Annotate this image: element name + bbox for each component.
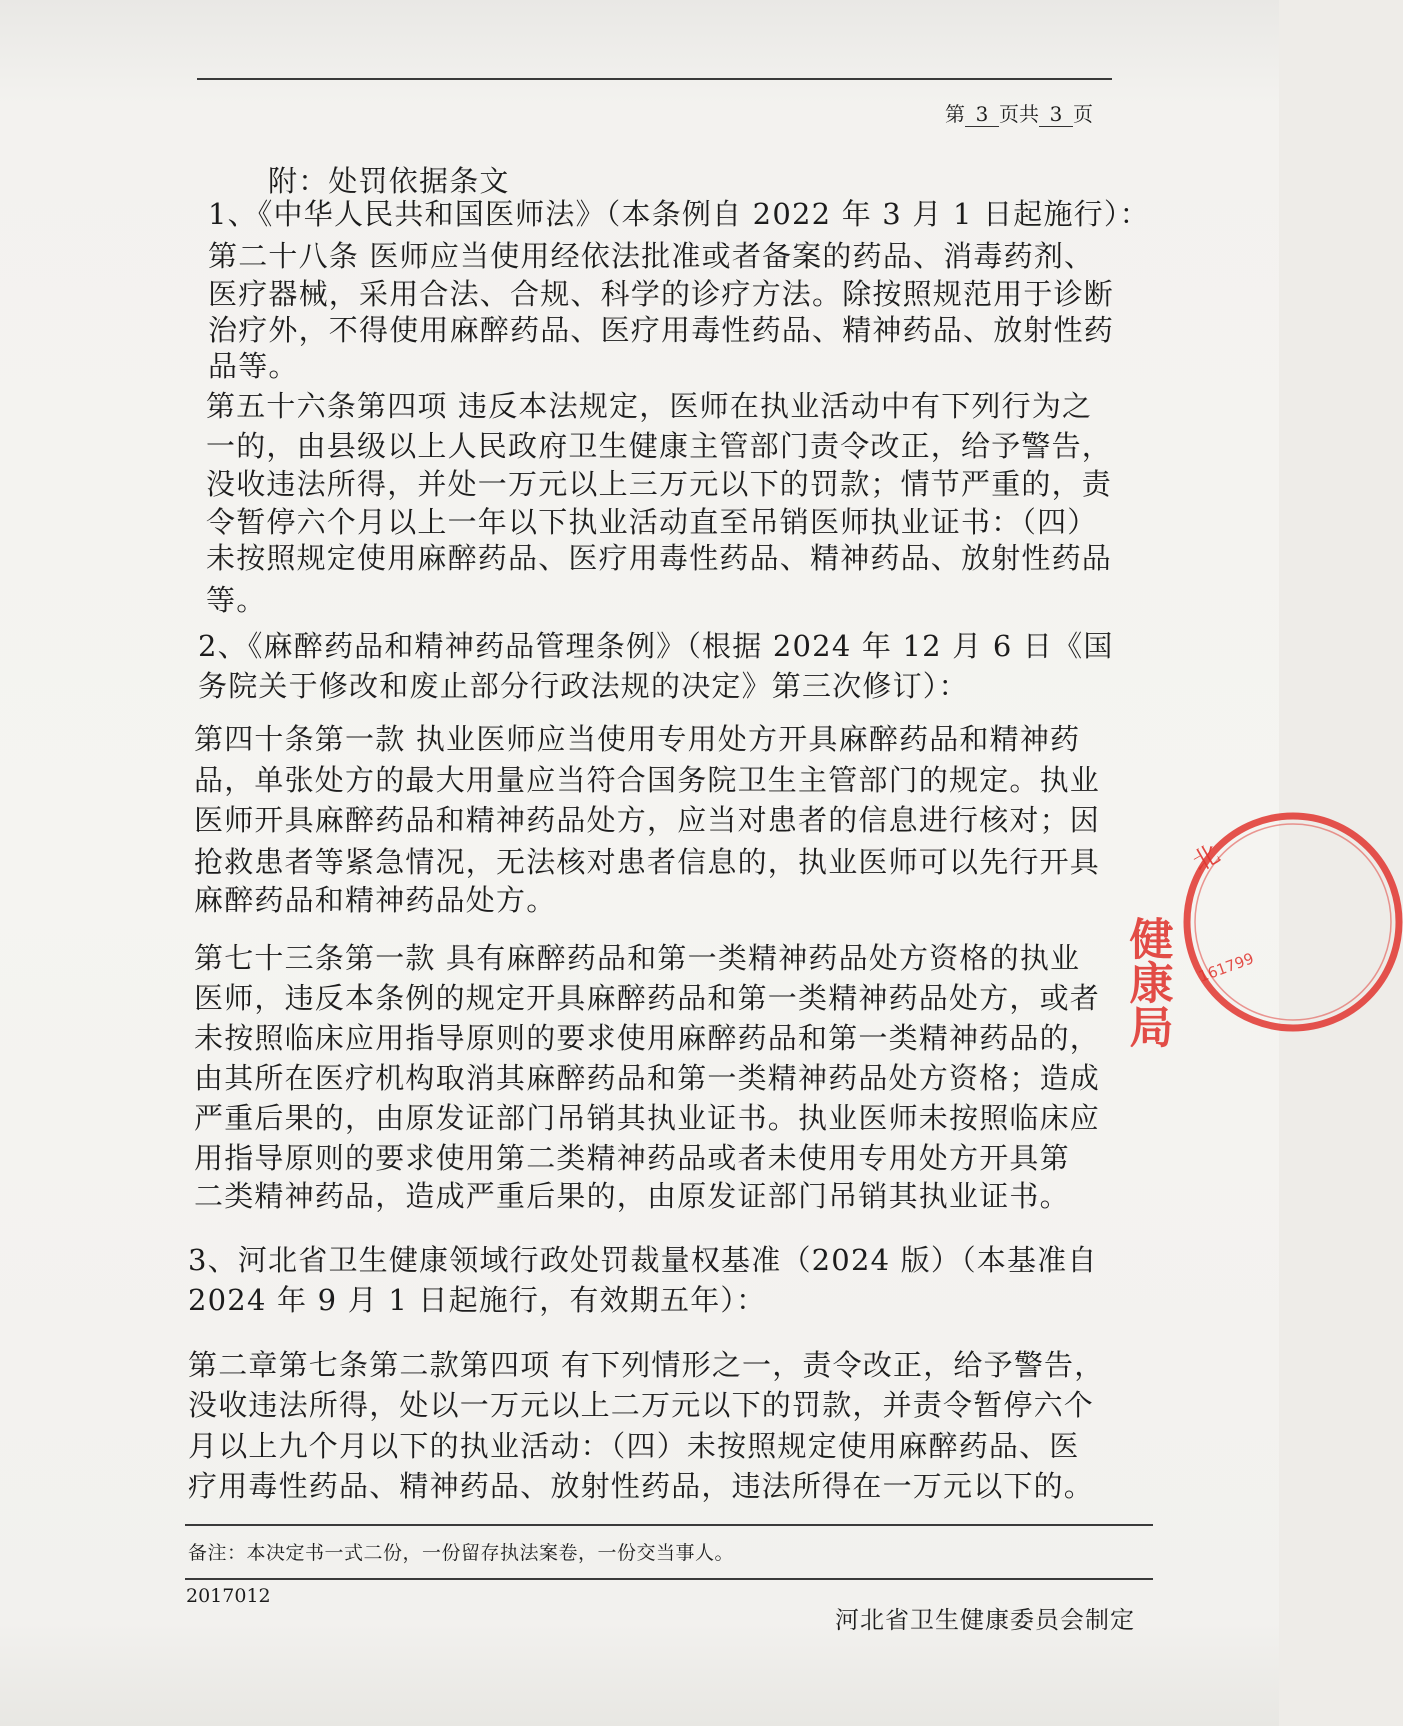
text-line: 医师，违反本条例的规定开具麻醉药品和第一类精神药品处方，或者 [194, 981, 1101, 1015]
page-total: 3 [1039, 102, 1073, 127]
text-line: 1、《中华人民共和国医师法》（本条例自 2022 年 3 月 1 日起施行）： [208, 197, 1150, 231]
text-line: 未按照规定使用麻醉药品、医疗用毒性药品、精神药品、放射性药品 [206, 541, 1113, 575]
text-line: 用指导原则的要求使用第二类精神药品或者未使用专用处方开具第 [194, 1141, 1070, 1175]
text-line: 第四十条第一款 执业医师应当使用专用处方开具麻醉药品和精神药 [194, 722, 1081, 756]
footer-rule-bottom [185, 1578, 1153, 1580]
text-line: 2024 年 9 月 1 日起施行，有效期五年）： [188, 1283, 767, 1317]
text-line: 第二十八条 医师应当使用经依法批准或者备案的药品、消毒药剂、 [208, 239, 1095, 273]
seal-fragment: 北 [1187, 839, 1226, 879]
text-line: 令暂停六个月以上一年以下执业活动直至吊销医师执业证书：（四） [206, 505, 1098, 539]
text-line: 3、河北省卫生健康领域行政处罚裁量权基准（2024 版）（本基准自 [188, 1243, 1098, 1277]
text-line: 抢救患者等紧急情况，无法核对患者信息的，执业医师可以先行开具 [194, 845, 1101, 879]
page-suffix: 页 [1073, 102, 1093, 126]
text-line: 医师开具麻醉药品和精神药品处方，应当对患者的信息进行核对；因 [194, 803, 1101, 837]
seal-text: 健康局 [1121, 916, 1173, 1048]
text-line: 第二章第七条第二款第四项 有下列情形之一，责令改正，给予警告， [188, 1348, 1105, 1382]
text-line: 第五十六条第四项 违反本法规定，医师在执业活动中有下列行为之 [206, 389, 1093, 423]
text-line: 二类精神药品，造成严重后果的，由原发证部门吊销其执业证书。 [194, 1179, 1070, 1213]
issuer-line: 河北省卫生健康委员会制定 [835, 1606, 1135, 1634]
text-line: 未按照临床应用指导原则的要求使用麻醉药品和第一类精神药品的， [194, 1021, 1101, 1055]
page-prefix: 第 [945, 102, 965, 126]
text-line: 第七十三条第一款 具有麻醉药品和第一类精神药品处方资格的执业 [194, 941, 1081, 975]
text-line: 医疗器械，采用合法、合规、科学的诊疗方法。除按照规范用于诊断 [208, 277, 1115, 311]
page-number [945, 98, 1093, 127]
text-line: 一的，由县级以上人民政府卫生健康主管部门责令改正，给予警告， [206, 429, 1113, 463]
footer-rule-top [185, 1524, 1153, 1526]
page-mid: 页共 [999, 102, 1039, 126]
text-line: 严重后果的，由原发证部门吊销其执业证书。执业医师未按照临床应 [194, 1101, 1101, 1135]
attachment-heading: 附：处罚依据条文 [268, 164, 510, 198]
text-line: 治疗外，不得使用麻醉药品、医疗用毒性药品、精神药品、放射性药 [208, 313, 1115, 347]
form-code: 2017012 [186, 1585, 271, 1607]
text-line: 没收违法所得，并处一万元以上三万元以下的罚款；情节严重的，责 [206, 467, 1113, 501]
text-line: 没收违法所得，处以一万元以上二万元以下的罚款，并责令暂停六个 [188, 1388, 1095, 1422]
text-line: 月以上九个月以下的执业活动：（四）未按照规定使用麻醉药品、医 [188, 1429, 1080, 1463]
text-line: 麻醉药品和精神药品处方。 [194, 883, 557, 917]
text-line: 等。 [206, 583, 267, 617]
official-seal [1121, 812, 1403, 1048]
header-rule [197, 78, 1112, 80]
text-line: 品等。 [208, 349, 299, 383]
text-line: 2、《麻醉药品和精神药品管理条例》（根据 2024 年 12 月 6 日《国 [198, 629, 1114, 663]
text-line: 品，单张处方的最大用量应当符合国务院卫生主管部门的规定。执业 [194, 763, 1101, 797]
text-line: 疗用毒性药品、精神药品、放射性药品，违法所得在一万元以下的。 [188, 1469, 1095, 1503]
text-line: 务院关于修改和废止部分行政法规的决定》第三次修订）： [198, 669, 969, 703]
footer-note: 备注：本决定书一式二份，一份留存执法案卷，一份交当事人。 [188, 1542, 735, 1564]
page-current: 3 [965, 102, 999, 127]
text-line: 由其所在医疗机构取消其麻醉药品和第一类精神药品处方资格；造成 [194, 1061, 1101, 1095]
seal-number: 161799 [1196, 949, 1257, 986]
